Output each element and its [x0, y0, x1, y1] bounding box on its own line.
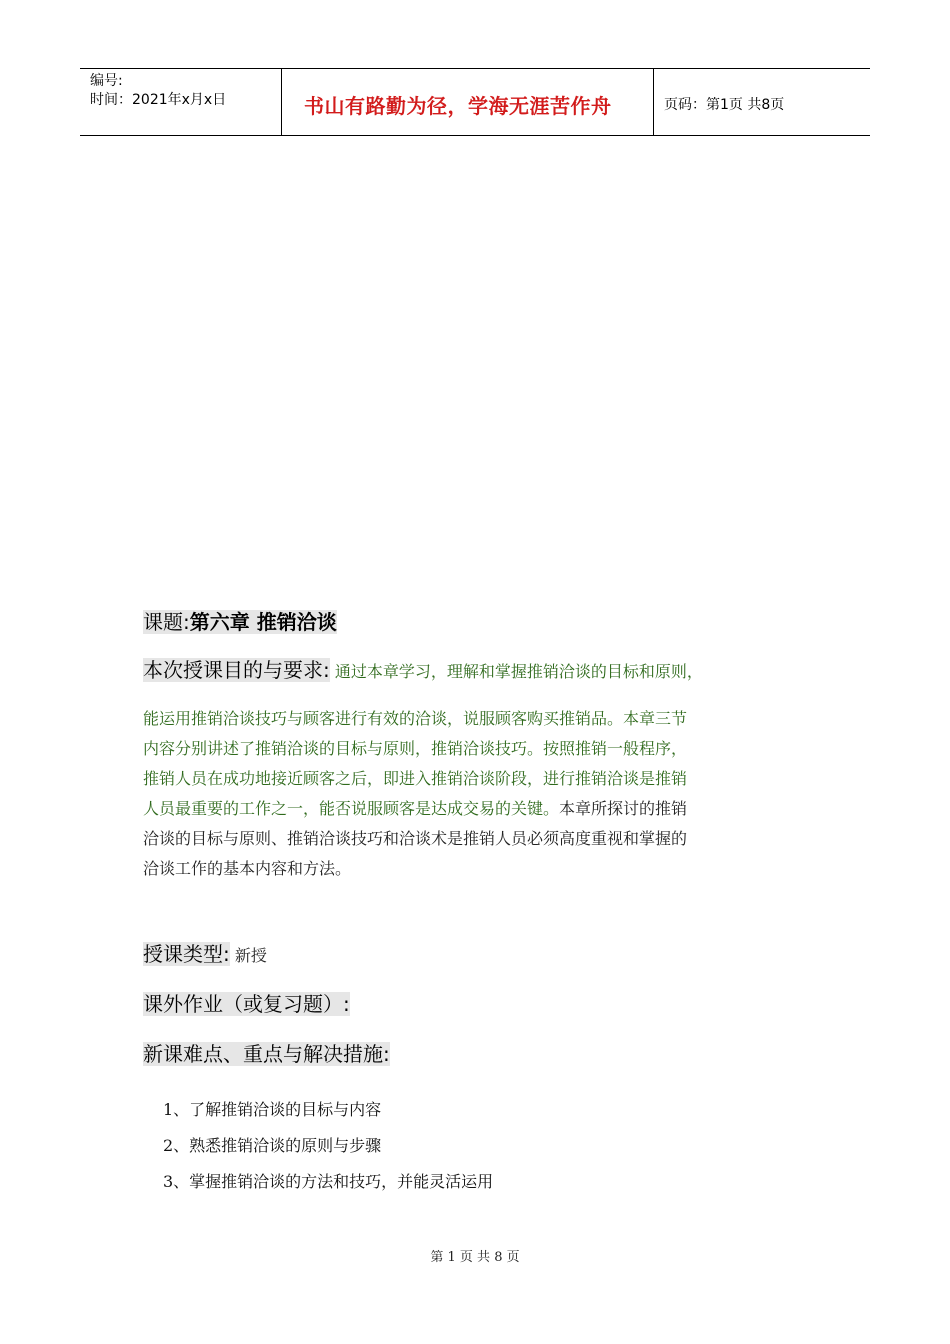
- homework-label: 课外作业（或复习题）:: [143, 992, 350, 1016]
- lesson-type-row: [143, 940, 813, 971]
- objective-line-5: 人员最重要的工作之一，能否说服顾客是达成交易的关键。: [143, 799, 560, 818]
- objective-line-3: 内容分别讲述了推销洽谈的目标与原则，推销洽谈技巧。按照推销一般程序，: [143, 739, 688, 758]
- page-footer: 第 1 页 共 8 页: [430, 1250, 520, 1265]
- list-item: 2、熟悉推销洽谈的原则与步骤: [163, 1136, 382, 1155]
- title-label: 课题:: [143, 610, 190, 634]
- list-item: 3、掌握推销洽谈的方法和技巧，并能灵活运用: [163, 1172, 494, 1191]
- header-page-info: 页码：第1页 共8页: [664, 97, 785, 113]
- objective-line-4: 推销人员在成功地接近顾客之后，即进入推销洽谈阶段，进行推销洽谈是推销: [143, 769, 688, 788]
- number-label: 编号:: [90, 73, 123, 89]
- objective-body: [143, 704, 813, 884]
- header-motto-cell: [282, 69, 654, 135]
- lesson-title: [143, 606, 337, 635]
- objective-line-2: 能运用推销洽谈技巧与顾客进行有效的洽谈，说服顾客购买推销品。本章三节: [143, 709, 688, 728]
- objective-line-1: 通过本章学习，理解和掌握推销洽谈的目标和原则，: [329, 662, 703, 681]
- objective-line-7: 洽谈工作的基本内容和方法。: [143, 859, 352, 878]
- objective-line-6: 洽谈的目标与原则、推销洽谈技巧和洽谈术是推销人员必须高度重视和掌握的: [143, 829, 688, 848]
- objective-first-line: [143, 656, 813, 687]
- motto-text: 书山有路勤为径，学海无涯苦作舟: [304, 93, 612, 118]
- time-label: 时间：2021年x月x日: [90, 92, 227, 108]
- key-points-list: [163, 1092, 493, 1200]
- homework-row: [143, 990, 813, 1021]
- difficulty-row: [143, 1040, 813, 1071]
- type-value: 新授: [229, 946, 267, 965]
- header-meta: [80, 69, 282, 135]
- objective-line-5-row: [143, 794, 813, 824]
- objective-line-5b: 本章所探讨的推销: [559, 799, 688, 818]
- page-header: [80, 68, 870, 136]
- type-label: 授课类型:: [143, 942, 230, 966]
- objective-label: 本次授课目的与要求:: [143, 658, 330, 682]
- title-value: 第六章 推销洽谈: [189, 610, 337, 634]
- list-item: 1、了解推销洽谈的目标与内容: [163, 1100, 382, 1119]
- difficulty-label: 新课难点、重点与解决措施:: [143, 1042, 390, 1066]
